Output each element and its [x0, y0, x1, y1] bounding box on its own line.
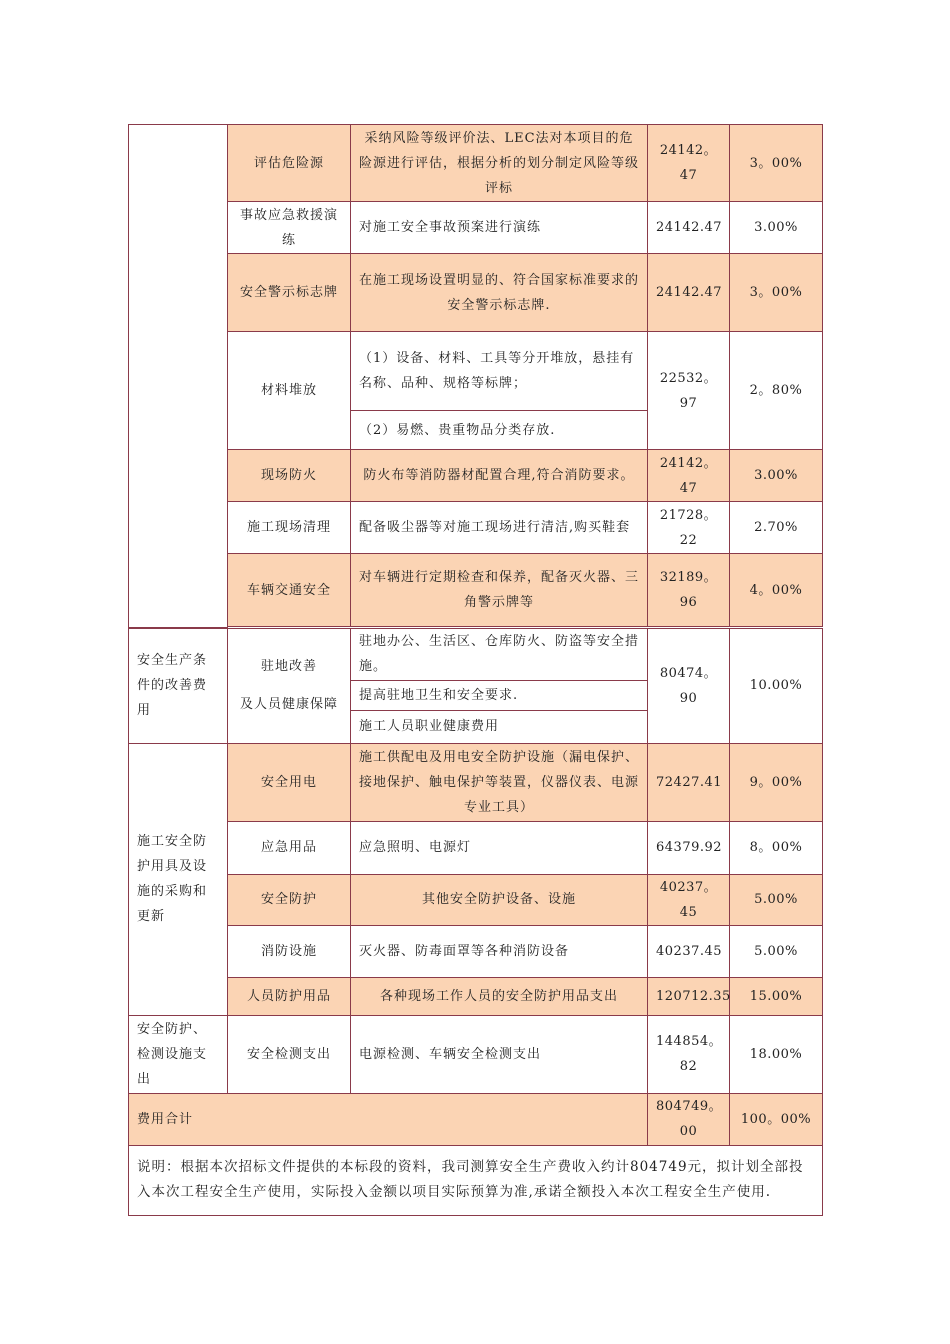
percent-cell: 3。00% [730, 254, 823, 332]
item-cell: 材料堆放 [228, 332, 351, 450]
table-row [129, 628, 823, 680]
item-line-2: 及人员健康保障 [239, 696, 338, 712]
item-cell: 应急用品 [228, 821, 351, 874]
description-cell: 其他安全防护设备、设施 [351, 874, 648, 925]
item-cell: 现场防火 [228, 450, 351, 502]
table-row [129, 502, 823, 554]
amount-cell: 64379.92 [648, 821, 730, 874]
description-cell: 驻地办公、生活区、仓库防火、防盗等安全措施。 [351, 628, 648, 680]
percent-cell: 10.00% [730, 628, 823, 743]
note-text: 说明：根据本次招标文件提供的本标段的资料，我司测算安全生产费收入约计804749元，拟计划全部投入本次工程安全生产使用，实际投入金额以项目实际预算为准,承诺全额投入本次工程安全生产使用. [129, 1145, 823, 1215]
description-cell: 各种现场工作人员的安全防护用品支出 [351, 977, 648, 1015]
amount-cell: 80474。90 [648, 628, 730, 743]
total-percent: 100。00% [730, 1093, 823, 1145]
item-cell: 评估危险源 [228, 125, 351, 202]
amount-cell: 40237。45 [648, 874, 730, 925]
item-cell: 安全检测支出 [228, 1015, 351, 1093]
item-cell: 施工现场清理 [228, 502, 351, 554]
item-cell: 安全警示标志牌 [228, 254, 351, 332]
description-cell: 提高驻地卫生和安全要求. [351, 680, 648, 710]
percent-cell: 5.00% [730, 925, 823, 977]
amount-cell: 24142.47 [648, 202, 730, 254]
item-cell: 事故应急救援演练 [228, 202, 351, 254]
item-cell: 安全用电 [228, 743, 351, 821]
description-cell: 对车辆进行定期检查和保养，配备灭火器、三角警示牌等 [351, 554, 648, 627]
description-cell: 对施工安全事故预案进行演练 [351, 202, 648, 254]
description-cell: 灭火器、防毒面罩等各种消防设备 [351, 925, 648, 977]
description-cell: 应急照明、电源灯 [351, 821, 648, 874]
percent-cell: 9。00% [730, 743, 823, 821]
table-row [129, 202, 823, 254]
amount-cell: 32189。96 [648, 554, 730, 627]
table-row [129, 874, 823, 925]
description-cell: 电源检测、车辆安全检测支出 [351, 1015, 648, 1093]
amount-cell: 24142。47 [648, 450, 730, 502]
percent-cell: 3.00% [730, 450, 823, 502]
description-cell: 采纳风险等级评价法、LEC法对本项目的危险源进行评估，根据分析的划分制定风险等级评标 [351, 125, 648, 202]
item-cell [228, 628, 351, 743]
category-cell: 安全生产条件的改善费用 [129, 628, 228, 743]
safety-cost-table [128, 124, 823, 1216]
percent-cell: 18.00% [730, 1015, 823, 1093]
amount-cell: 24142。47 [648, 125, 730, 202]
table-row [129, 821, 823, 874]
percent-cell: 8。00% [730, 821, 823, 874]
total-row [129, 1093, 823, 1145]
table-row [129, 925, 823, 977]
category-cell: 施工安全防护用具及设施的采购和更新 [129, 743, 228, 1015]
item-cell: 人员防护用品 [228, 977, 351, 1015]
table-row [129, 125, 823, 202]
table-row [129, 743, 823, 821]
amount-cell: 40237.45 [648, 925, 730, 977]
table-row [129, 977, 823, 1015]
table-row [129, 1015, 823, 1093]
table-row [129, 254, 823, 332]
table-row [129, 554, 823, 627]
amount-cell: 144854。82 [648, 1015, 730, 1093]
description-cell: （2）易燃、贵重物品分类存放. [351, 411, 648, 450]
category-cell: 安全防护、检测设施支出 [129, 1015, 228, 1093]
total-amount: 804749。00 [648, 1093, 730, 1145]
description-cell: 配备吸尘器等对施工现场进行清洁,购买鞋套 [351, 502, 648, 554]
table-row [129, 450, 823, 502]
percent-cell: 5.00% [730, 874, 823, 925]
percent-cell: 15.00% [730, 977, 823, 1015]
description-cell: 防火布等消防器材配置合理,符合消防要求。 [351, 450, 648, 502]
description-cell: 在施工现场设置明显的、符合国家标准要求的安全警示标志牌. [351, 254, 648, 332]
amount-cell: 22532。97 [648, 332, 730, 450]
amount-cell: 120712.35 [648, 977, 730, 1015]
percent-cell: 3.00% [730, 202, 823, 254]
total-label: 费用合计 [129, 1093, 648, 1145]
category-cell-empty [129, 125, 228, 628]
description-cell: 施工人员职业健康费用 [351, 710, 648, 743]
item-cell: 消防设施 [228, 925, 351, 977]
percent-cell: 4。00% [730, 554, 823, 627]
item-line-1: 驻地改善 [260, 658, 317, 674]
amount-cell: 72427.41 [648, 743, 730, 821]
description-cell: （1）设备、材料、工具等分开堆放，悬挂有名称、品种、规格等标牌； [351, 332, 648, 411]
percent-cell: 2。80% [730, 332, 823, 450]
table-row [129, 332, 823, 411]
percent-cell: 2.70% [730, 502, 823, 554]
description-cell: 施工供配电及用电安全防护设施（漏电保护、接地保护、触电保护等装置，仪器仪表、电源专业工具） [351, 743, 648, 821]
amount-cell: 24142.47 [648, 254, 730, 332]
note-row [129, 1145, 823, 1215]
item-cell: 车辆交通安全 [228, 554, 351, 627]
amount-cell: 21728。22 [648, 502, 730, 554]
item-cell: 安全防护 [228, 874, 351, 925]
percent-cell: 3。00% [730, 125, 823, 202]
